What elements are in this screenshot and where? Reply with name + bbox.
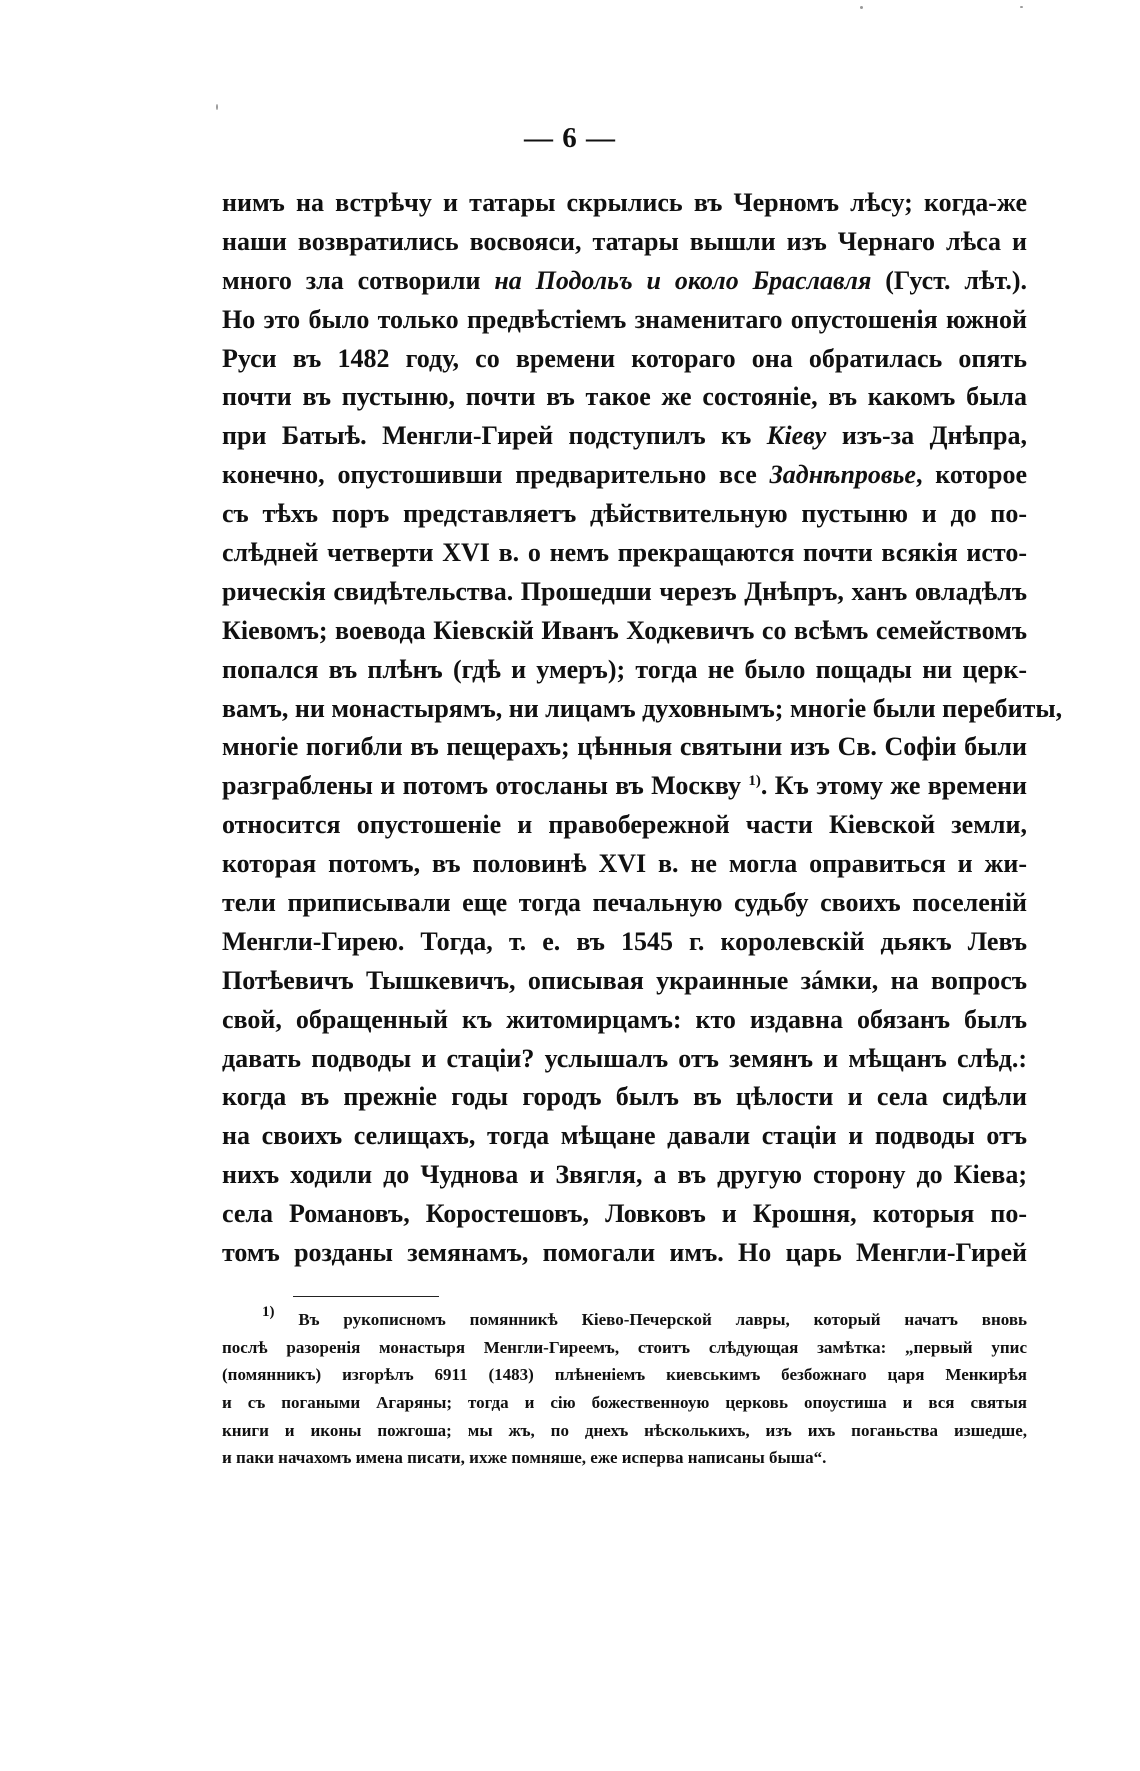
- italic-phrase: на Подольъ и около Браславля: [494, 265, 872, 295]
- body-line: нихъ ходили до Чуднова и Звягля, а въ другую сторону до Кіева;: [222, 1160, 1027, 1190]
- page-number: — 6 —: [524, 122, 616, 154]
- footnote-line: книги и иконы пожгоша; мы жъ, по днехъ нѣсколькихъ, изъ ихъ поганьства изшедше,: [222, 1420, 1027, 1440]
- body-line: тели приписывали еще тогда печальную судьбу своихъ поселеній: [222, 888, 1027, 918]
- body-line: слѣдней четверти XVI в. о немъ прекращаются почти всякія исто-: [222, 538, 1027, 568]
- footnote-line: $^{1)}$ Въ рукописномъ помянникѣ Кіево-Печерской лавры, который начатъ вновь: [262, 1304, 1027, 1329]
- body-line: относится опустошеніе и правобережной части Кіевской земли,: [222, 810, 1027, 840]
- footnote-line: и съ погаными Агаряны; тогда и сію божественноую церковь опоустиша и вся святыя: [222, 1393, 1027, 1413]
- body-line: Руси въ 1482 году, со времени котораго она обратилась опять: [222, 343, 1027, 373]
- body-line: томъ розданы земянамъ, помогали имъ. Но царь Менгли-Гирей: [222, 1238, 1027, 1268]
- footnote-marker: 1): [262, 1304, 275, 1320]
- body-line: которая потомъ, въ половинѣ XVI в. не могла оправиться и жи-: [222, 849, 1027, 879]
- body-line: съ тѣхъ поръ представляетъ дѣйствительную пустыню и до по-: [222, 499, 1027, 529]
- body-line: давать подводы и стаціи? услышалъ отъ земянъ и мѣщанъ слѣд.:: [222, 1043, 1027, 1073]
- body-line: Но это было только предвѣстіемъ знаменитаго опустошенія южной: [222, 304, 1027, 334]
- footnote-line: и паки начахомъ имена писати, ихже помняше, еже исперва написаны быша“.: [222, 1448, 827, 1468]
- body-line: нимъ на встрѣчу и татары скрылись въ Черномъ лѣсу; когда-же: [222, 188, 1027, 217]
- scan-speck: [1020, 6, 1023, 8]
- body-text: [222, 184, 1063, 1273]
- body-line: многіе погибли въ пещерахъ; цѣнныя святыни изъ Св. Софіи были: [222, 732, 1027, 762]
- body-line: почти въ пустыню, почти въ такое же состояніе, въ какомъ была: [222, 382, 1027, 412]
- body-line: разграблены и потомъ отосланы въ Москву $^{1)}$. Къ этому же времени: [222, 771, 1027, 801]
- body-line: Потѣевичъ Тышкевичъ, описывая украинные зáмки, на вопросъ: [222, 965, 1027, 995]
- body-line: конечно, опустошивши предварительно все Заднѣпровье, которое: [222, 460, 1027, 490]
- body-line: Менгли-Гирею. Тогда, т. е. въ 1545 г. королевскій дьякъ Левъ: [222, 926, 1027, 956]
- body-line: свой, обращенный къ житомирцамъ: кто издавна обязанъ былъ: [222, 1004, 1027, 1034]
- footnote-marker: 1): [748, 773, 761, 790]
- footnote-line: послѣ разоренія монастыря Менгли-Гиреемъ, стоитъ слѣдующая замѣтка: „первый упис: [222, 1337, 1027, 1357]
- italic-phrase: Заднѣпровье: [769, 460, 916, 490]
- body-line: попался въ плѣнъ (гдѣ и умеръ); тогда не было пощады ни церк-: [222, 654, 1027, 684]
- body-line: рическія свидѣтельства. Прошедши черезъ Днѣпръ, ханъ овладѣлъ: [222, 576, 1027, 606]
- body-line: когда въ прежніе годы городъ былъ въ цѣлости и села сидѣли: [222, 1082, 1027, 1112]
- footnote-separator: [293, 1296, 439, 1297]
- body-line: вамъ, ни монастырямъ, ни лицамъ духовнымъ; многіе были перебиты,: [222, 693, 1063, 723]
- body-line: села Романовъ, Коростешовъ, Ловковъ и Крошня, которыя по-: [222, 1199, 1027, 1229]
- body-line: наши возвратились восвояси, татары вышли изъ Чернаго лѣса и: [222, 226, 1027, 256]
- body-line: при Батыѣ. Менгли-Гирей подступилъ къ Кіеву изъ-за Днѣпра,: [222, 421, 1027, 451]
- body-line: Кіевомъ; воевода Кіевскій Иванъ Ходкевичъ со всѣмъ семействомъ: [222, 615, 1027, 645]
- italic-phrase: Кіеву: [766, 421, 827, 451]
- footnote-line: (помянникъ) изгорѣлъ 6911 (1483) плѣненіемъ киевськимъ безбожнаго царя Менкирѣя: [222, 1365, 1027, 1385]
- body-line: на своихъ селищахъ, тогда мѣщане давали стаціи и подводы отъ: [222, 1121, 1027, 1151]
- body-line: много зла сотворили на Подольъ и около Браславля (Густ. лѣт.).: [222, 265, 1027, 295]
- footnotes: [222, 1306, 1027, 1472]
- scan-speck: [860, 6, 863, 9]
- scan-speck: [216, 104, 218, 110]
